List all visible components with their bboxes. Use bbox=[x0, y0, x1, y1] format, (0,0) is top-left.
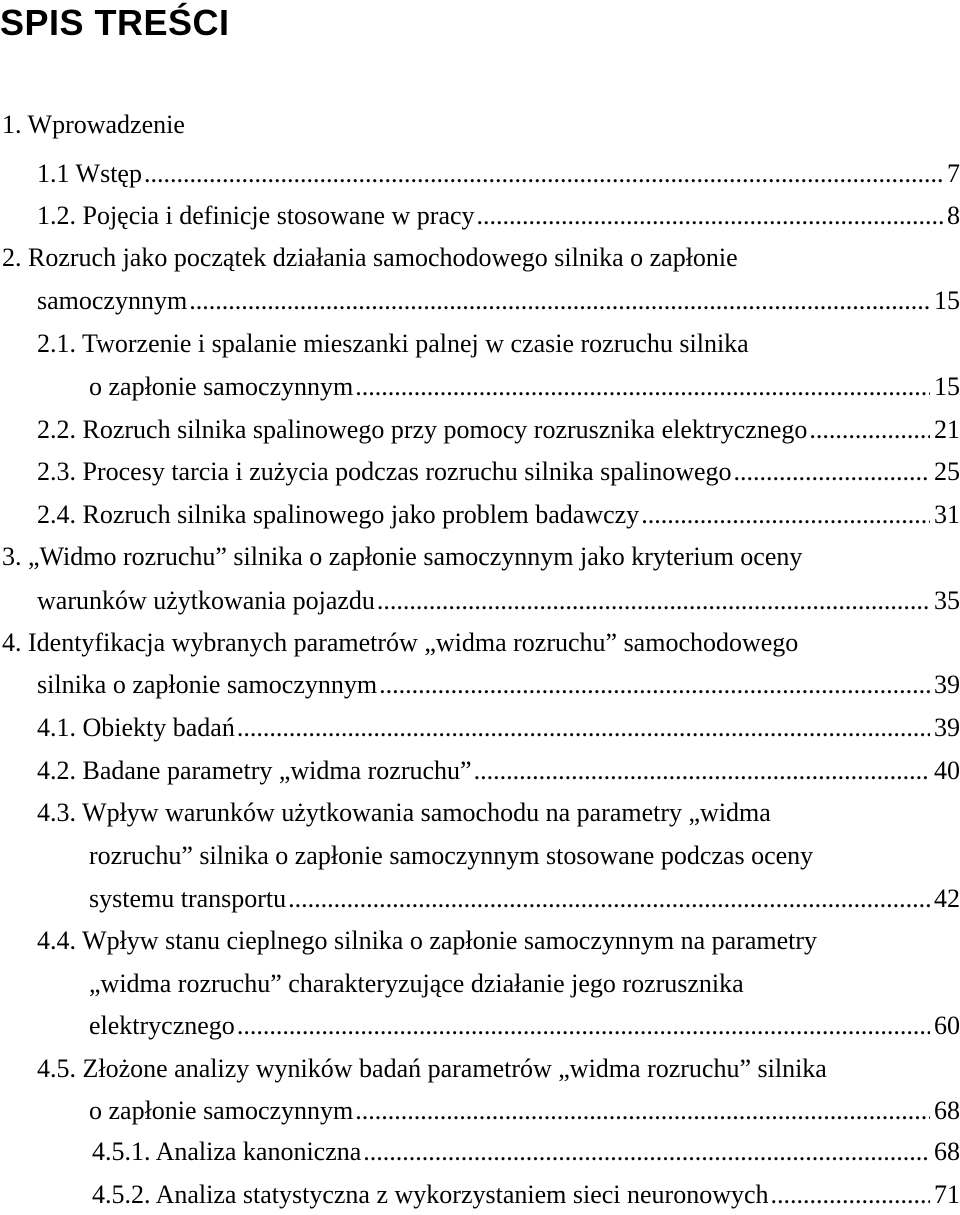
toc-entry bbox=[37, 1049, 955, 1089]
toc-entry bbox=[37, 793, 955, 833]
dot-leader bbox=[641, 495, 930, 535]
toc-entry bbox=[2, 105, 956, 145]
toc-entry-title: 4.1. Obiekty badań bbox=[37, 713, 235, 742]
toc-entry-title: 1.1 Wstęp bbox=[37, 159, 142, 188]
toc-entry-title: 1. Wprowadzenie bbox=[2, 110, 185, 139]
toc-entry-title: 2.3. Procesy tarcia i zużycia podczas rozruchu silnika spalinowego bbox=[37, 457, 732, 486]
toc-entry bbox=[89, 367, 960, 407]
toc-entry bbox=[37, 154, 960, 194]
toc-entry-title: silnika o zapłonie samoczynnym bbox=[37, 670, 378, 699]
toc-entry bbox=[37, 410, 960, 450]
toc-entry-title: 4.5.1. Analiza kanoniczna bbox=[92, 1137, 362, 1166]
toc-page-number: 35 bbox=[934, 586, 960, 615]
toc-entry-title: 4.2. Badane parametry „widma rozruchu” bbox=[37, 756, 472, 785]
toc-entry-title: 1.2. Pojęcia i definicje stosowane w pracy bbox=[37, 201, 475, 230]
dot-leader bbox=[379, 665, 930, 705]
toc-page-number: 39 bbox=[934, 670, 960, 699]
dot-leader bbox=[363, 1132, 930, 1172]
dot-leader bbox=[477, 196, 943, 236]
toc-page-number: 68 bbox=[934, 1096, 960, 1125]
toc-entry bbox=[89, 1006, 960, 1046]
toc-page-number: 21 bbox=[934, 415, 960, 444]
toc-page-number: 31 bbox=[934, 500, 960, 529]
toc-entry bbox=[37, 196, 960, 236]
dot-leader bbox=[288, 879, 930, 919]
toc-entry-title: 2.4. Rozruch silnika spalinowego jako problem badawczy bbox=[37, 500, 640, 529]
toc-page-number: 15 bbox=[934, 286, 960, 315]
toc-entry-title: 4.5. Złożone analizy wyników badań parametrów „widma rozruchu” silnika bbox=[37, 1054, 827, 1083]
toc-entry bbox=[37, 921, 955, 961]
toc-entry bbox=[2, 537, 956, 577]
toc-page-number: 60 bbox=[934, 1011, 960, 1040]
dot-leader bbox=[355, 1091, 930, 1131]
toc-entry bbox=[2, 623, 956, 663]
toc-entry bbox=[37, 281, 960, 321]
toc-entry bbox=[37, 581, 960, 621]
dot-leader bbox=[771, 1175, 930, 1215]
toc-page-number: 71 bbox=[934, 1180, 960, 1209]
toc-entry bbox=[37, 324, 955, 364]
toc-entry bbox=[89, 1091, 960, 1131]
toc-page-number: 68 bbox=[934, 1137, 960, 1166]
toc-entry bbox=[89, 836, 955, 876]
toc-page-number: 7 bbox=[947, 159, 960, 188]
dot-leader bbox=[377, 581, 930, 621]
toc-entry bbox=[89, 964, 955, 1004]
page-title: SPIS TREŚCI bbox=[0, 2, 230, 43]
toc-entry-title: samoczynnym bbox=[37, 286, 188, 315]
toc-entry-title: „widma rozruchu” charakteryzujące działanie jego rozrusznika bbox=[89, 969, 744, 998]
toc-page-number: 8 bbox=[947, 201, 960, 230]
dot-leader bbox=[734, 452, 930, 492]
toc-entry-title: rozruchu” silnika o zapłonie samoczynnym stosowane podczas oceny bbox=[89, 841, 814, 870]
toc-entry bbox=[92, 1175, 960, 1215]
toc-entry-title: 4. Identyfikacja wybranych parametrów „widma rozruchu” samochodowego bbox=[2, 628, 799, 657]
dot-leader bbox=[144, 154, 943, 194]
toc-entry-title: 4.3. Wpływ warunków użytkowania samochodu na parametry „widma bbox=[37, 798, 771, 827]
toc-entry-title: 2. Rozruch jako początek działania samochodowego silnika o zapłonie bbox=[2, 243, 738, 272]
toc-entry-title: systemu transportu bbox=[89, 884, 287, 913]
toc-entry-title: 4.5.2. Analiza statystyczna z wykorzystaniem sieci neuronowych bbox=[92, 1180, 769, 1209]
toc-entry-title: warunków użytkowania pojazdu bbox=[37, 586, 375, 615]
dot-leader bbox=[355, 367, 930, 407]
toc-entry bbox=[37, 751, 960, 791]
toc-entry-title: elektrycznego bbox=[89, 1011, 235, 1040]
toc-page-number: 42 bbox=[934, 884, 960, 913]
toc-entry-title: 4.4. Wpływ stanu cieplnego silnika o zapłonie samoczynnym na parametry bbox=[37, 926, 818, 955]
toc-entry-title: o zapłonie samoczynnym bbox=[89, 1096, 354, 1125]
toc-page-number: 39 bbox=[934, 713, 960, 742]
dot-leader bbox=[189, 281, 930, 321]
toc-page-number: 15 bbox=[934, 372, 960, 401]
toc-page-number: 40 bbox=[934, 756, 960, 785]
toc-entry-title: 2.1. Tworzenie i spalanie mieszanki palnej w czasie rozruchu silnika bbox=[37, 329, 749, 358]
toc-entry-title: 2.2. Rozruch silnika spalinowego przy pomocy rozrusznika elektrycznego bbox=[37, 415, 808, 444]
toc-entry-title: o zapłonie samoczynnym bbox=[89, 372, 354, 401]
toc-entry-title: 3. „Widmo rozruchu” silnika o zapłonie samoczynnym jako kryterium oceny bbox=[2, 542, 803, 571]
toc-entry bbox=[37, 495, 960, 535]
toc-entry bbox=[89, 879, 960, 919]
dot-leader bbox=[237, 708, 930, 748]
toc-entry bbox=[37, 708, 960, 748]
dot-leader bbox=[809, 410, 930, 450]
toc-entry bbox=[92, 1132, 960, 1172]
toc-page-number: 25 bbox=[934, 457, 960, 486]
dot-leader bbox=[237, 1006, 930, 1046]
toc-entry bbox=[2, 238, 956, 278]
toc-entry bbox=[37, 452, 960, 492]
toc-entry bbox=[37, 665, 960, 705]
dot-leader bbox=[474, 751, 930, 791]
